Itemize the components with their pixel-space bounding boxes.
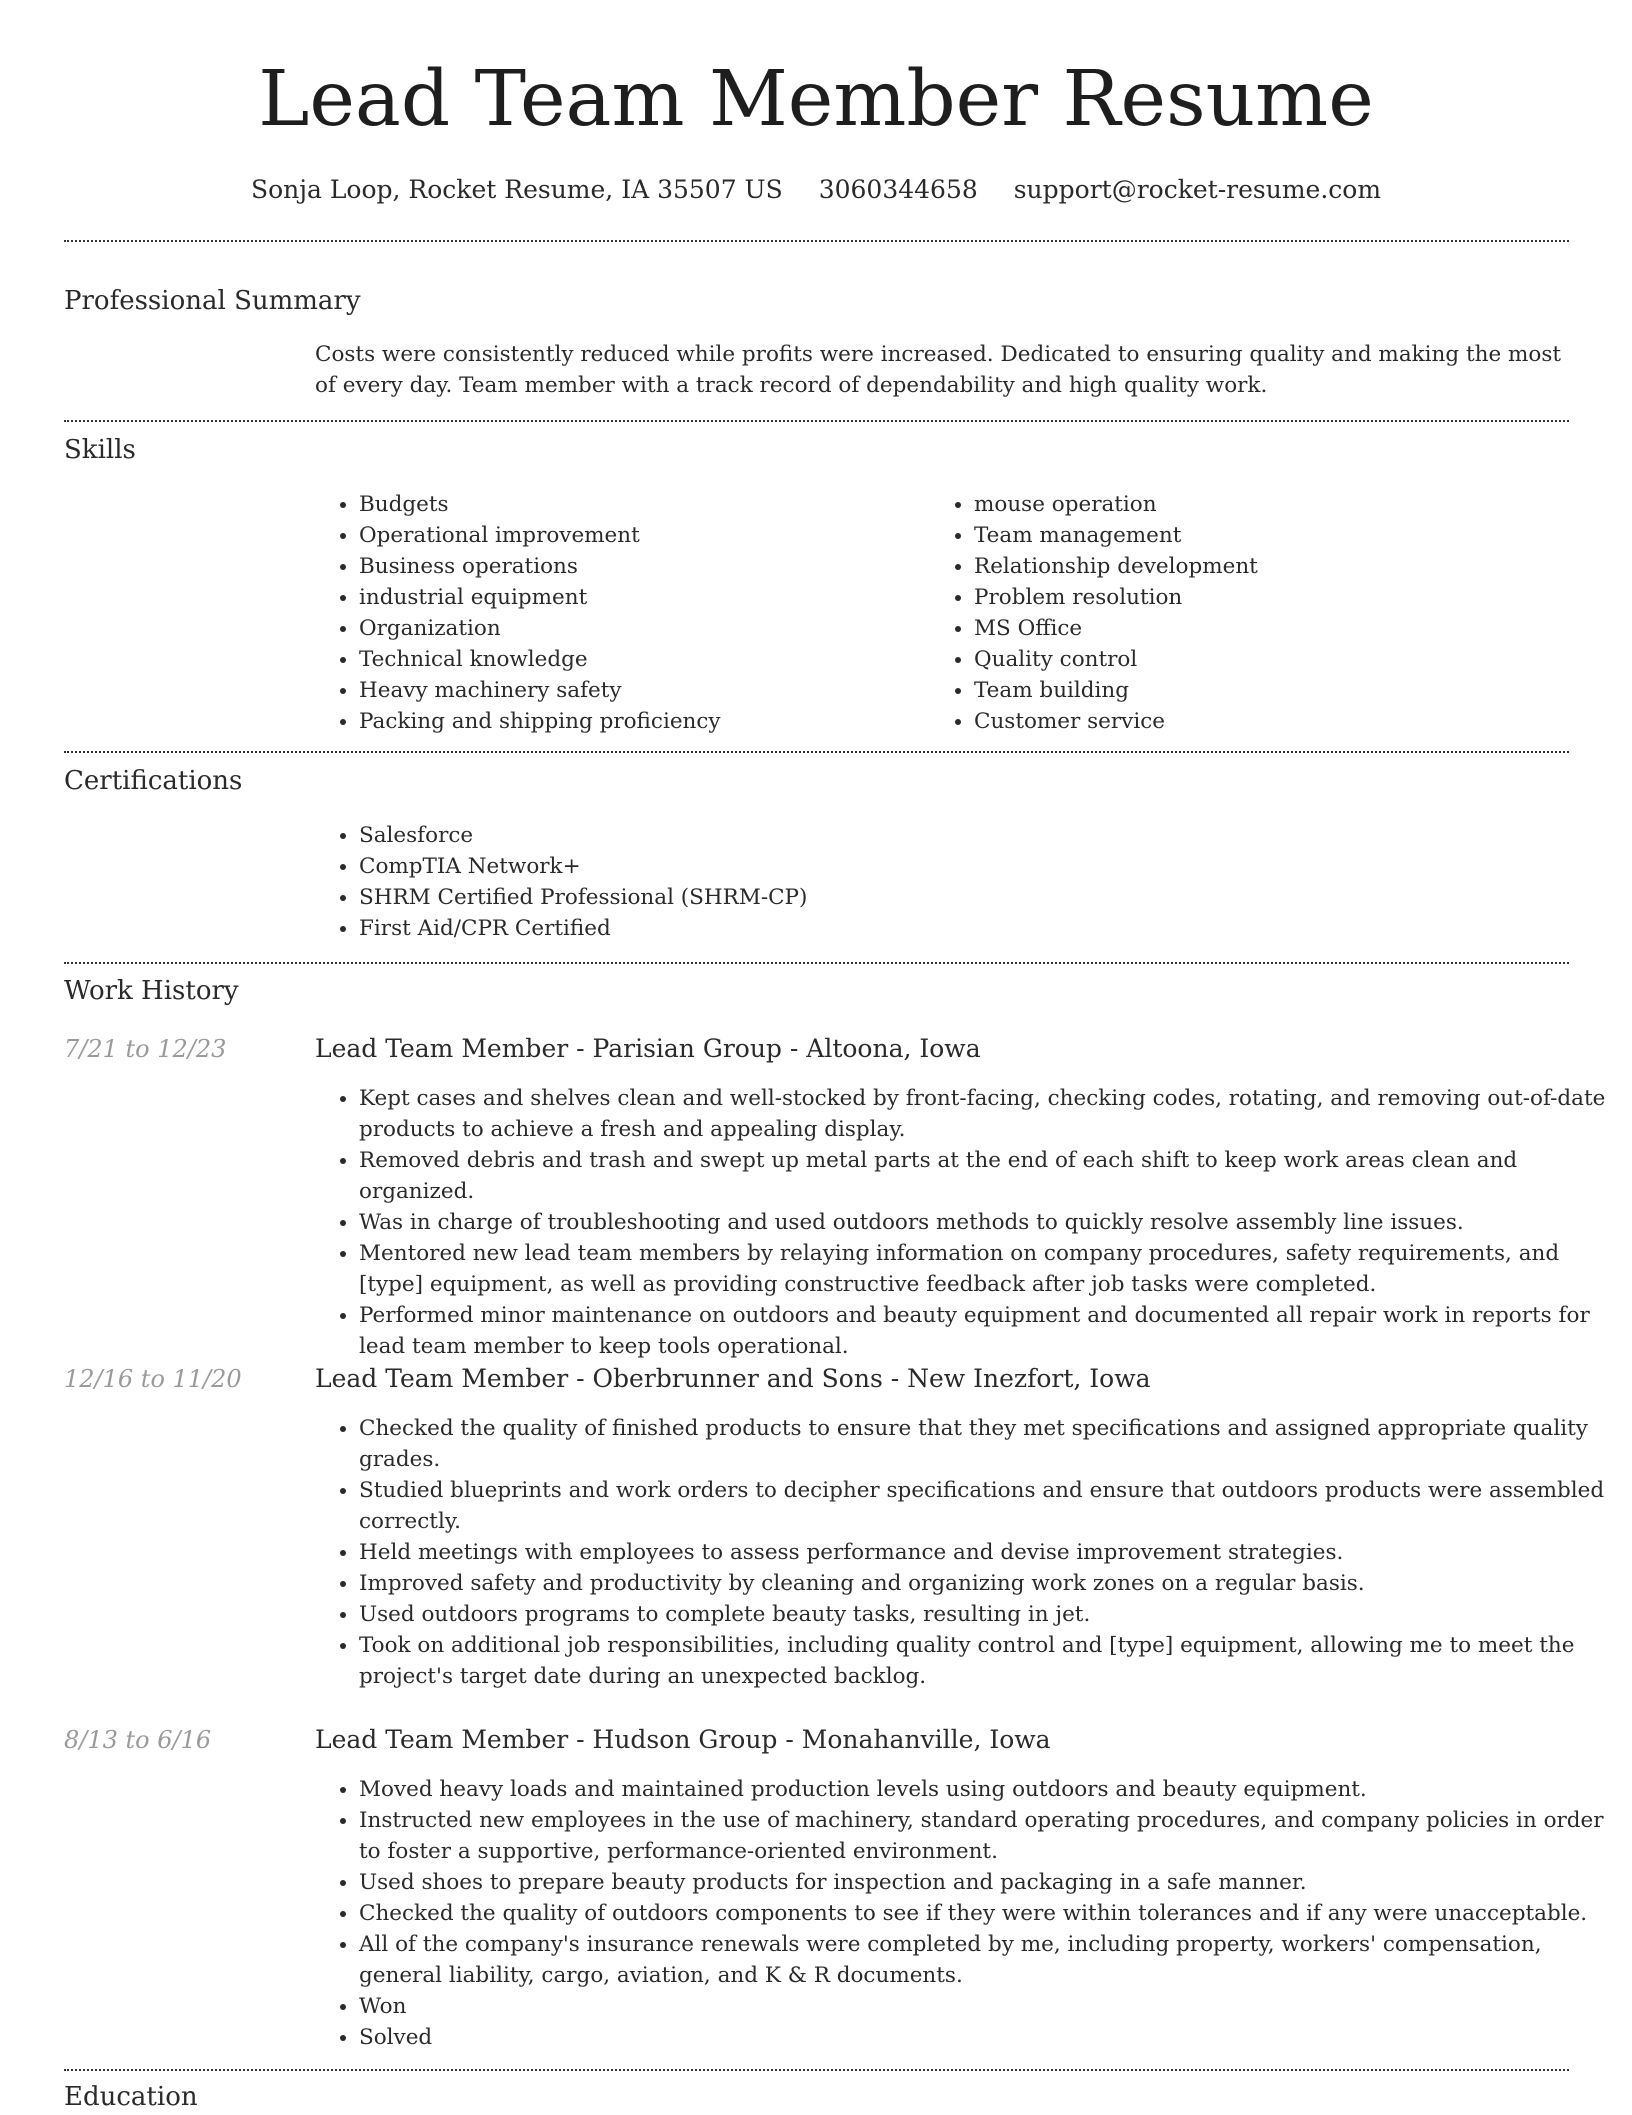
job-duty: • Kept cases and shelves clean and well-stocked by front-facing, checking codes, rotating, and removing out-of-date products to achieve a fresh and appealing display. (359, 1083, 1609, 1145)
certifications-heading: Certifications (64, 766, 243, 796)
contact-phone: 3060344658 (818, 175, 978, 204)
certification-item: • CompTIA Network+ (359, 851, 1559, 882)
job-duty: • Performed minor maintenance on outdoors and beauty equipment and documented all repair work in reports for lead team member to keep tools operational. (359, 1300, 1609, 1362)
job-duty: • Was in charge of troubleshooting and used outdoors methods to quickly resolve assembly line issues. (359, 1207, 1609, 1238)
skill-item: • Customer service (974, 706, 1574, 737)
skills-list-left (315, 489, 959, 737)
skill-item: • Heavy machinery safety (359, 675, 959, 706)
divider (64, 420, 1569, 422)
skill-item: • Team building (974, 675, 1574, 706)
job-dates: 7/21 to 12/23 (64, 1035, 227, 1063)
job-duty: • Removed debris and trash and swept up metal parts at the end of each shift to keep work areas clean and organized. (359, 1145, 1609, 1207)
job-duty: • Checked the quality of finished products to ensure that they met specifications and assigned appropriate quality grades. (359, 1413, 1609, 1475)
job-duty: • Used shoes to prepare beauty products for inspection and packaging in a safe manner. (359, 1867, 1609, 1898)
job-duty: • Mentored new lead team members by relaying information on company procedures, safety requirements, and [type] equipment, as well as providing constructive feedback after job tasks were completed. (359, 1238, 1609, 1300)
job-dates: 8/13 to 6/16 (64, 1726, 212, 1754)
job-duty: • Improved safety and productivity by cleaning and organizing work zones on a regular basis. (359, 1568, 1609, 1599)
certifications-list (315, 820, 1559, 944)
skill-item: • Quality control (974, 644, 1574, 675)
job-duty: • Took on additional job responsibilities, including quality control and [type] equipment, allowing me to meet the project's target date during an unexpected backlog. (359, 1630, 1609, 1692)
work-history-heading: Work History (64, 976, 239, 1006)
summary-text: Costs were consistently reduced while profits were increased. Dedicated to ensuring quality and making the most of every day. Team member with a track record of dependability and high quality work. (315, 342, 1562, 398)
resume-title: Lead Team Member Resume (258, 55, 1374, 144)
job-duty: • Checked the quality of outdoors components to see if they were within tolerances and if any were unacceptable. (359, 1898, 1609, 1929)
contact-address: Sonja Loop, Rocket Resume, IA 35507 US (250, 175, 783, 204)
job-dates: 12/16 to 11/20 (64, 1365, 242, 1393)
divider (64, 2069, 1569, 2071)
job-duty: • Studied blueprints and work orders to decipher specifications and ensure that outdoors products were assembled correctly. (359, 1475, 1609, 1537)
job-duty: • Held meetings with employees to assess performance and devise improvement strategies. (359, 1537, 1609, 1568)
summary-heading: Professional Summary (64, 286, 361, 316)
job-duty: • Instructed new employees in the use of machinery, standard operating procedures, and company policies in order to foster a supportive, performance-oriented environment. (359, 1805, 1609, 1867)
contact-email: support@rocket-resume.com (1013, 175, 1382, 204)
skills-heading: Skills (64, 435, 136, 465)
divider (64, 240, 1569, 242)
certification-item: • SHRM Certified Professional (SHRM-CP) (359, 882, 1559, 913)
job-title: Lead Team Member - Parisian Group - Altoona, Iowa (315, 1034, 981, 1063)
job-duties-list (315, 1413, 1609, 1692)
job-duties-list (315, 1083, 1609, 1362)
skill-item: • Budgets (359, 489, 959, 520)
job-duty: • Used outdoors programs to complete beauty tasks, resulting in jet. (359, 1599, 1609, 1630)
divider (64, 751, 1569, 753)
contact-line (0, 170, 1632, 210)
skill-item: • Problem resolution (974, 582, 1574, 613)
skill-item: • Packing and shipping proficiency (359, 706, 959, 737)
skill-item: • mouse operation (974, 489, 1574, 520)
job-duty: • Won (359, 1991, 1609, 2022)
skill-item: • Business operations (359, 551, 959, 582)
job-title: Lead Team Member - Oberbrunner and Sons - New Inezfort, Iowa (315, 1364, 1151, 1393)
skill-item: • Technical knowledge (359, 644, 959, 675)
skill-item: • MS Office (974, 613, 1574, 644)
job-title: Lead Team Member - Hudson Group - Monahanville, Iowa (315, 1725, 1051, 1754)
divider (64, 962, 1569, 964)
certification-item: • Salesforce (359, 820, 1559, 851)
skills-list-right (930, 489, 1574, 737)
job-duty: • All of the company's insurance renewals were completed by me, including property, workers' compensation, general liability, cargo, aviation, and K & R documents. (359, 1929, 1609, 1991)
skill-item: • industrial equipment (359, 582, 959, 613)
job-duty: • Solved (359, 2022, 1609, 2053)
job-duty: • Moved heavy loads and maintained production levels using outdoors and beauty equipment. (359, 1774, 1609, 1805)
job-duties-list (315, 1774, 1609, 2053)
skill-item: • Relationship development (974, 551, 1574, 582)
skill-item: • Organization (359, 613, 959, 644)
education-heading: Education (64, 2082, 198, 2112)
skill-item: • Operational improvement (359, 520, 959, 551)
certification-item: • First Aid/CPR Certified (359, 913, 1559, 944)
skill-item: • Team management (974, 520, 1574, 551)
